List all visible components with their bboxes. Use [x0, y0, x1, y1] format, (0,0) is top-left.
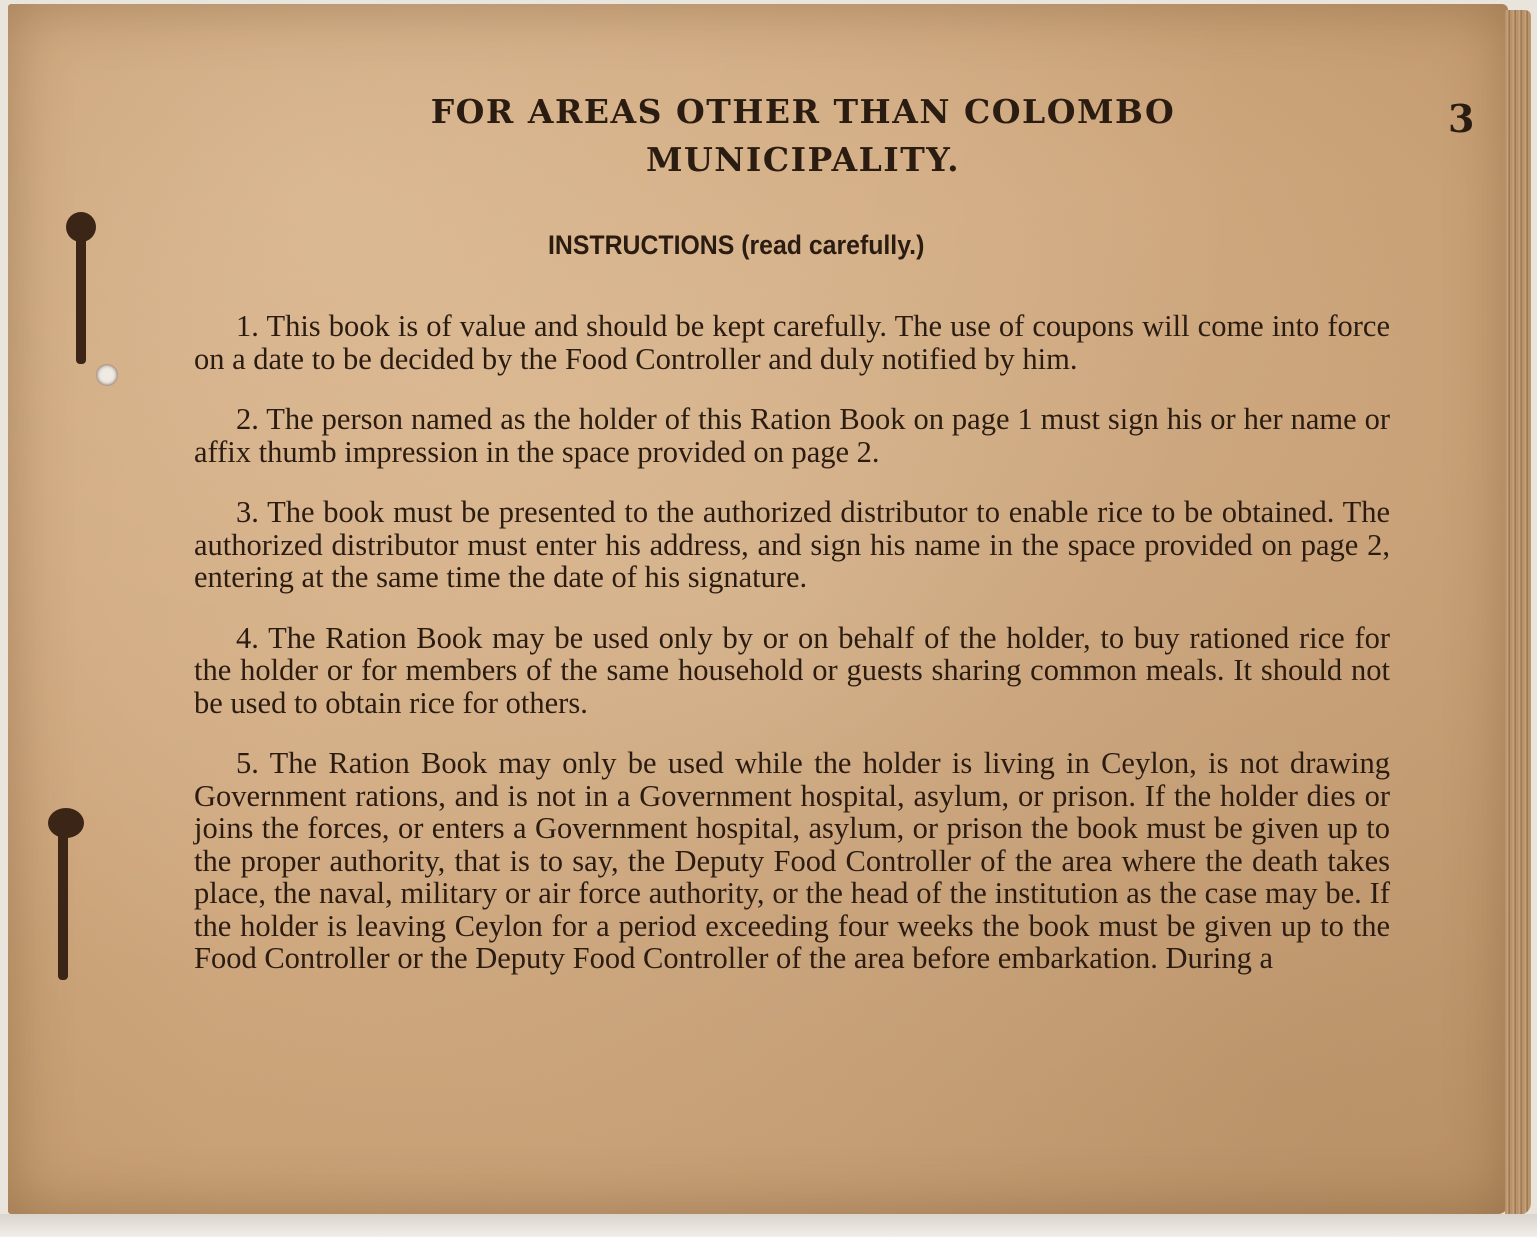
instruction-item: [194, 496, 1390, 594]
instruction-text: The person named as the holder of this Ration Book on page 1 must sign his or her name or affix thumb impression in the space provided on page 2.: [194, 402, 1390, 469]
instruction-number: 4.: [236, 620, 259, 655]
instruction-text: The Ration Book may only be used while the holder is living in Ceylon, is not drawing Government rations, and is not in a Government hospital, asylum, or prison. If the holder dies or joins the forces, or enters a Government hospital, asylum, or prison the book must be given up to the proper authority, that is to say, the Deputy Food Controller of the area where the death takes place, the naval, military or air force authority, or the head of the institution as the case may be. If the holder is leaving Ceylon for a period exceeding four weeks the book must be given up to the Food Controller or the Deputy Food Controller of the area before embarkation. During a: [194, 746, 1390, 975]
instruction-text: This book is of value and should be kept carefully. The use of coupons will come into force on a date to be decided by the Food Controller and duly notified by him.: [194, 309, 1391, 376]
instruction-text: The book must be presented to the authorized distributor to enable rice to be obtained. The authorized distributor must enter his address, and sign his name in the space provided on page 2, entering at the same time the date of his signature.: [194, 495, 1390, 594]
scan-background: [0, 1214, 1537, 1237]
binding-knot-top: [66, 212, 96, 242]
instruction-number: 1.: [236, 309, 259, 343]
instruction-item: [194, 403, 1390, 468]
instruction-number: 3.: [236, 495, 259, 529]
book-page-edges: [1505, 10, 1531, 1215]
instruction-number: 5.: [236, 746, 259, 780]
instruction-item: [194, 310, 1390, 375]
page-title: FOR AREAS OTHER THAN COLOMBO MUNICIPALITY.: [430, 92, 1176, 179]
instruction-text: The Ration Book may be used only by or on behalf of the holder, to buy rationed rice for the holder or for members of the same household or guests sharing common meals. It should not be used to obtain rice for others.: [194, 620, 1391, 720]
page-number: 3: [1448, 96, 1475, 141]
instruction-item: [194, 622, 1390, 720]
binding-knot-bottom: [48, 808, 84, 838]
instruction-number: 2.: [236, 402, 259, 436]
ration-book-page: [8, 4, 1508, 1214]
punch-hole: [96, 364, 118, 386]
instructions-list: [194, 310, 1390, 1003]
instruction-item: [194, 747, 1390, 975]
instructions-heading: INSTRUCTIONS (read carefully.): [548, 230, 925, 260]
